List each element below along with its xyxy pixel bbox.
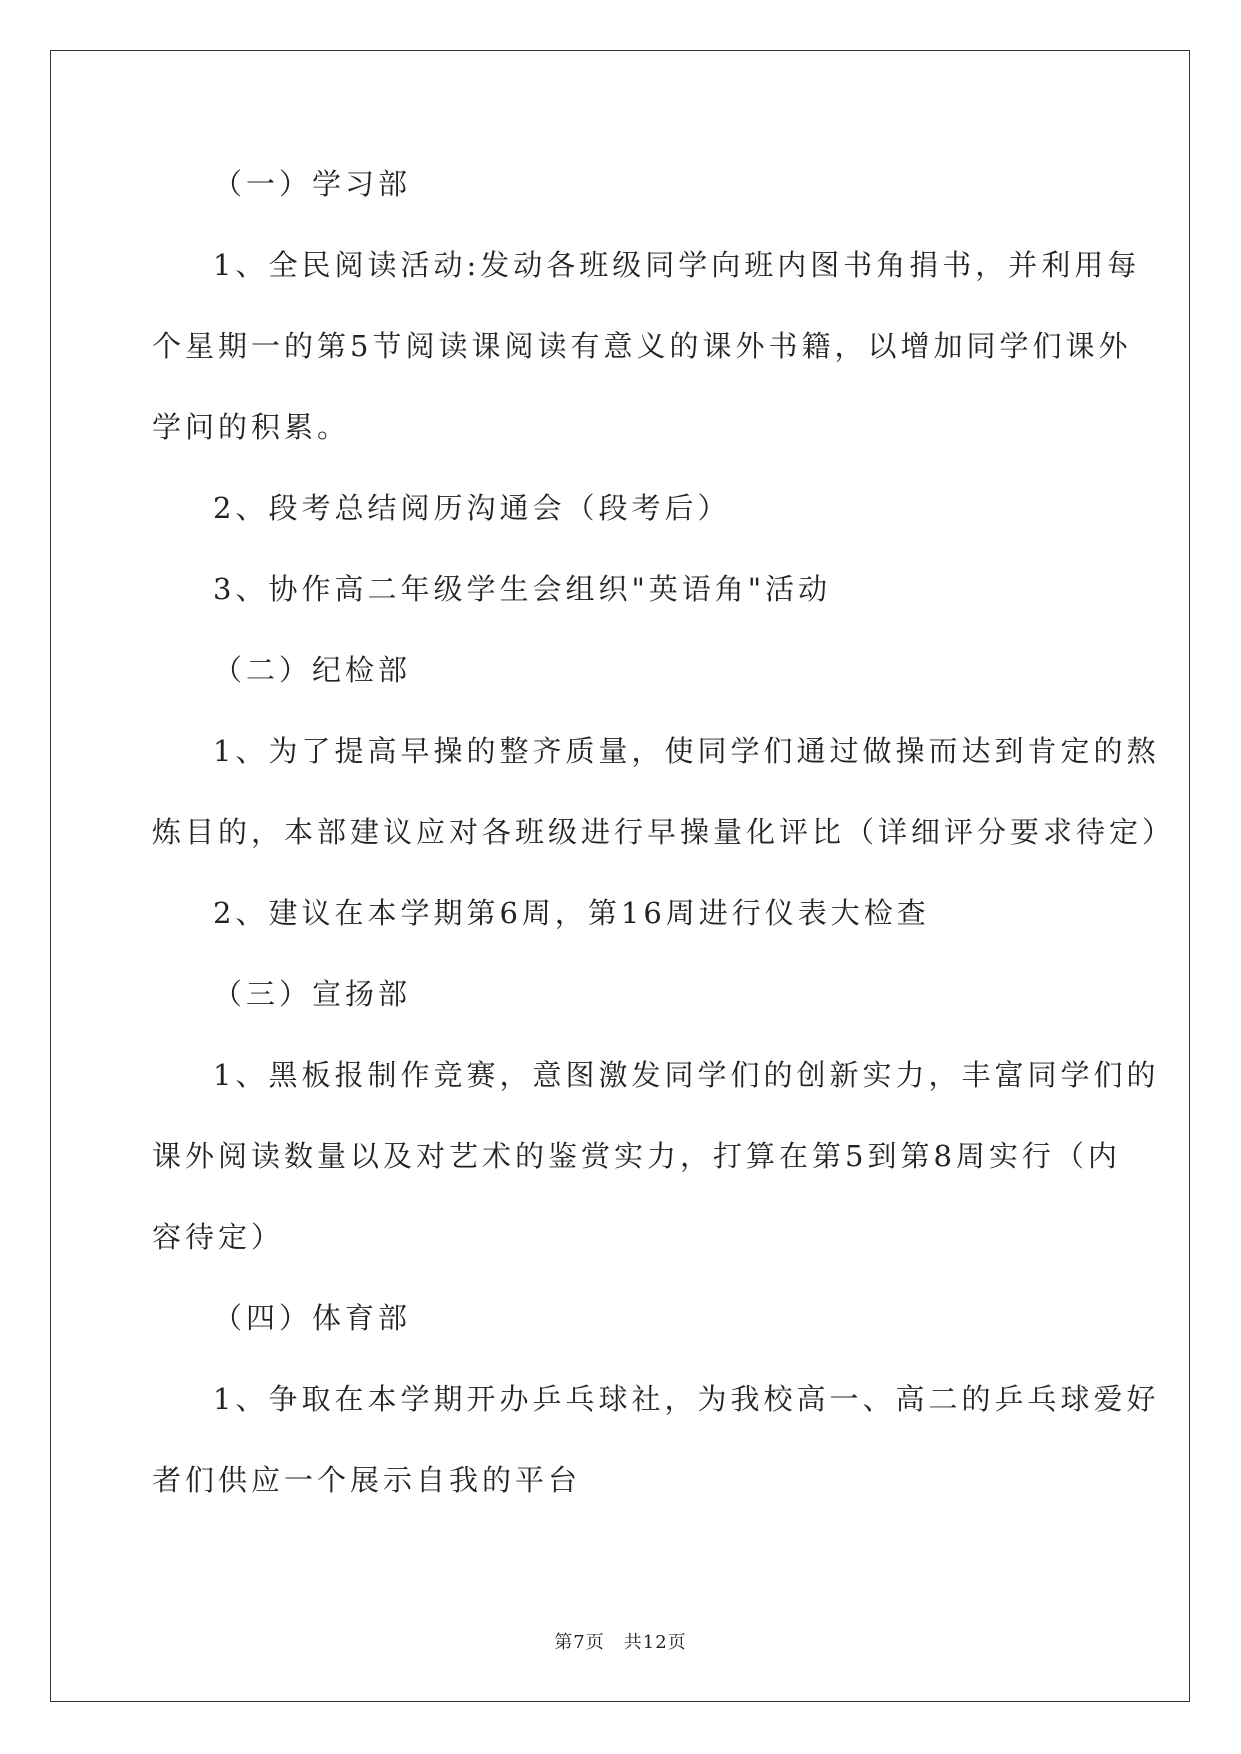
paragraph-line: 课外阅读数量以及对艺术的鉴赏实力，打算在第5到第8周实行（内 — [152, 1139, 1121, 1173]
section-heading-publicity: （三）宣扬部 — [213, 977, 412, 1011]
paragraph-line: 3、协作高二年级学生会组织"英语角"活动 — [213, 572, 832, 606]
paragraph-line: 者们供应一个展示自我的平台 — [152, 1463, 582, 1497]
paragraph-line: 1、争取在本学期开办乒乓球社，为我校高一、高二的乒乓球爱好 — [213, 1382, 1160, 1416]
page-number-footer: 第7页 共12页 — [554, 1632, 687, 1653]
paragraph-line: 个星期一的第5节阅读课阅读有意义的课外书籍，以增加同学们课外 — [152, 329, 1132, 363]
section-heading-discipline: （二）纪检部 — [213, 653, 412, 687]
paragraph-line: 1、黑板报制作竞赛，意图激发同学们的创新实力，丰富同学们的 — [213, 1058, 1160, 1092]
paragraph-line: 学问的积累。 — [152, 410, 351, 444]
paragraph-line: 炼目的，本部建议应对各班级进行早操量化评比（详细评分要求待定） — [152, 815, 1176, 849]
paragraph-line: 2、段考总结阅历沟通会（段考后） — [213, 491, 731, 525]
paragraph-line: 1、为了提高早操的整齐质量，使同学们通过做操而达到肯定的熬 — [213, 734, 1160, 768]
paragraph-line: 1、全民阅读活动:发动各班级同学向班内图书角捐书，并利用每 — [213, 248, 1141, 282]
section-heading-study: （一）学习部 — [213, 167, 412, 201]
paragraph-line: 2、建议在本学期第6周，第16周进行仪表大检查 — [213, 896, 930, 930]
paragraph-line: 容待定） — [152, 1220, 285, 1254]
document-body — [152, 164, 1176, 1541]
section-heading-sports: （四）体育部 — [213, 1301, 412, 1335]
